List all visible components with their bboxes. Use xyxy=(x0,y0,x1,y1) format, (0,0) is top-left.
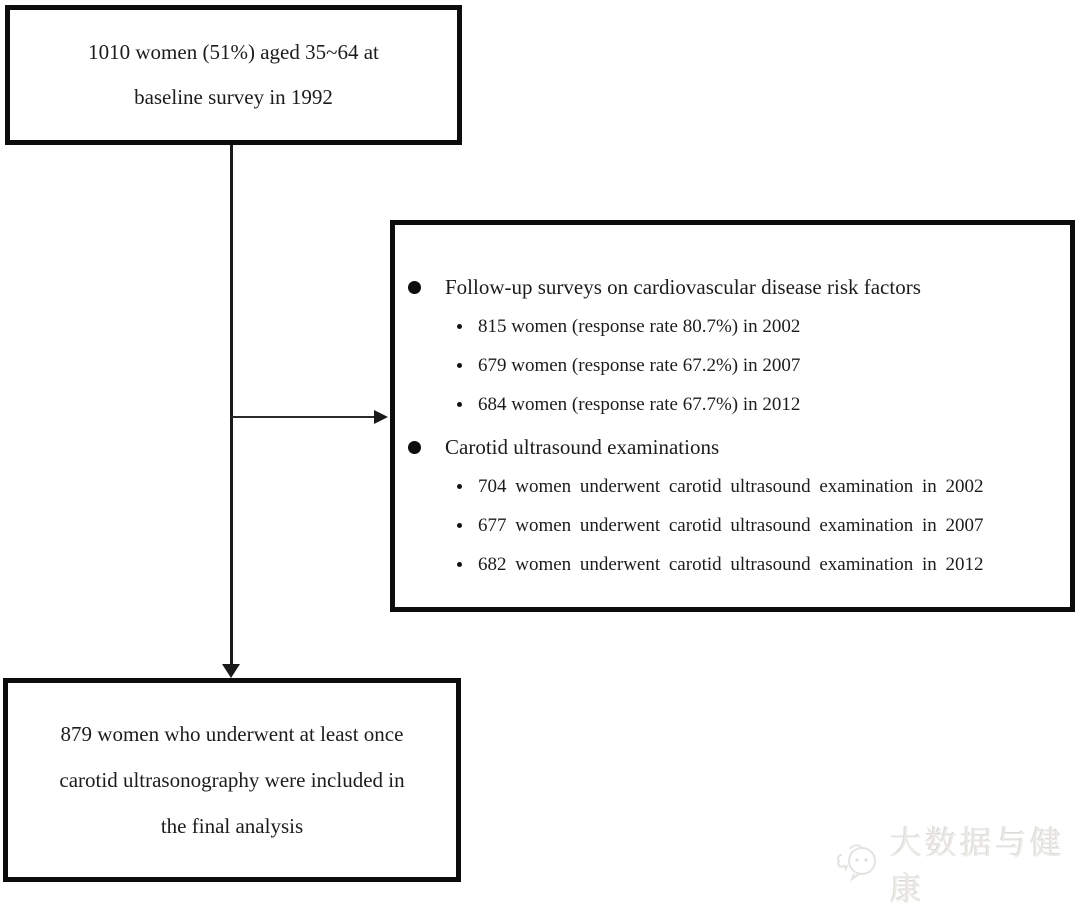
carotid-item-2002 xyxy=(457,467,1070,506)
mascot-face-icon xyxy=(836,841,882,888)
followup-item-2007 xyxy=(457,346,1070,385)
carotid-item-2007 xyxy=(457,506,1070,545)
followup-item-2012-text: 684 women (response rate 67.7%) in 2012 xyxy=(478,393,801,415)
followup-surveys-section xyxy=(408,267,1070,307)
baseline-survey-line-1: 1010 women (51%) aged 35~64 at xyxy=(88,40,379,64)
followup-surveys-title: Follow-up surveys on cardiovascular disease risk factors xyxy=(445,274,921,299)
filled-bullet-icon xyxy=(408,441,421,454)
baseline-survey-box xyxy=(5,5,462,145)
carotid-item-2012 xyxy=(457,545,1070,584)
final-analysis-line-2: carotid ultrasonography were included in xyxy=(59,768,405,792)
dot-bullet-icon xyxy=(457,484,462,489)
carotid-item-2002-text: 704 women underwent carotid ultrasound examination in 2002 xyxy=(478,475,984,497)
followup-item-2012 xyxy=(457,385,1070,424)
final-analysis-line-1: 879 women who underwent at least once xyxy=(60,722,404,746)
dot-bullet-icon xyxy=(457,562,462,567)
arrowhead-down-icon xyxy=(222,664,240,678)
arrowhead-right-icon xyxy=(374,410,388,424)
filled-bullet-icon xyxy=(408,281,421,294)
dot-bullet-icon xyxy=(457,523,462,528)
followup-item-2007-text: 679 women (response rate 67.2%) in 2007 xyxy=(478,354,801,376)
horizontal-connector-line xyxy=(231,416,377,418)
followup-details-box xyxy=(390,220,1075,612)
carotid-item-2007-text: 677 women underwent carotid ultrasound examination in 2007 xyxy=(478,514,984,536)
carotid-exams-title: Carotid ultrasound examinations xyxy=(445,434,720,459)
followup-item-2002-text: 815 women (response rate 80.7%) in 2002 xyxy=(478,315,801,337)
watermark-text: 大数据与健康 xyxy=(890,825,1066,907)
carotid-exams-section xyxy=(408,427,1070,467)
final-analysis-box xyxy=(3,678,461,882)
final-analysis-line-3: the final analysis xyxy=(160,814,304,838)
watermark xyxy=(836,818,1080,910)
carotid-item-2012-text: 682 women underwent carotid ultrasound examination in 2012 xyxy=(478,553,984,575)
followup-item-2002 xyxy=(457,307,1070,346)
vertical-connector-line xyxy=(230,145,233,670)
dot-bullet-icon xyxy=(457,402,462,407)
dot-bullet-icon xyxy=(457,324,462,329)
dot-bullet-icon xyxy=(457,363,462,368)
baseline-survey-line-2: baseline survey in 1992 xyxy=(134,85,333,109)
